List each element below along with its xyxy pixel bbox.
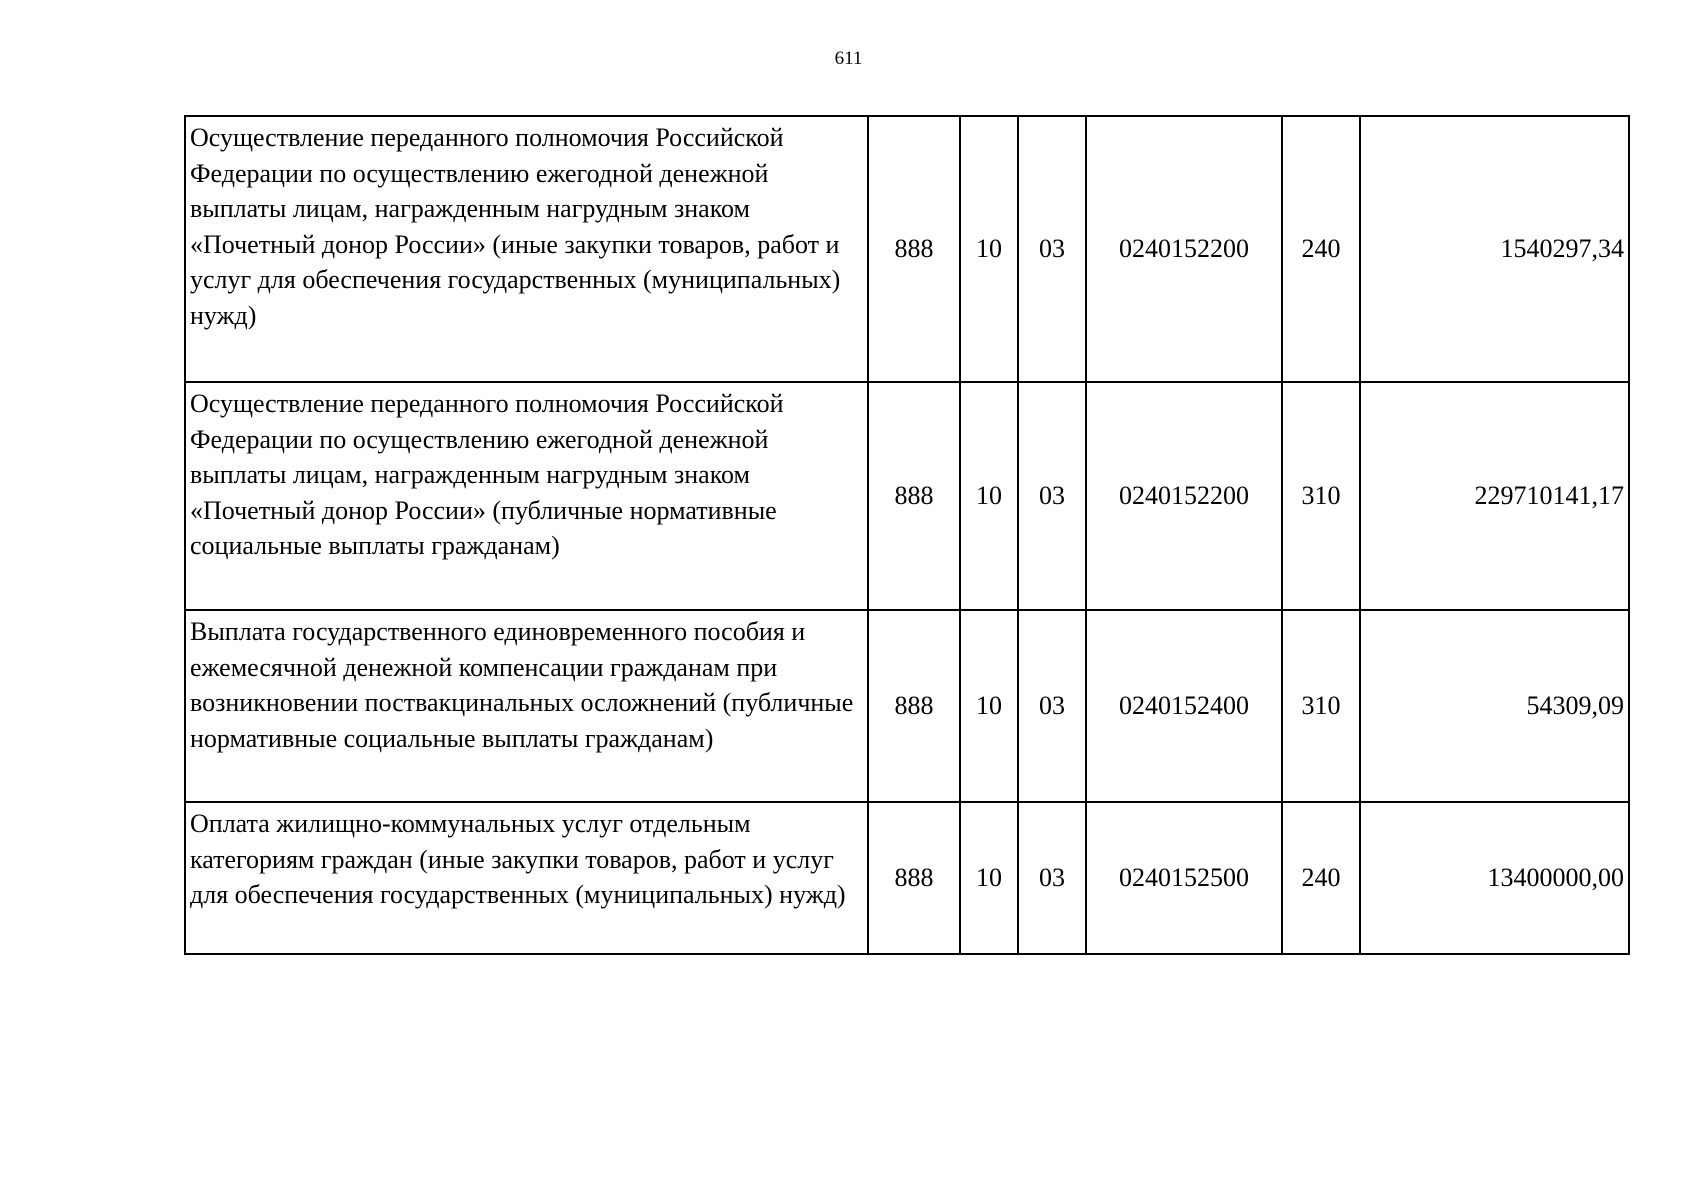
description-cell: Осуществление переданного полномочия Российской Федерации по осуществлению ежегодной денежной выплаты лицам, награжденным нагрудным знаком «Почетный донор России» (публичные нормативные социальные выплаты гражданам) (185, 382, 868, 610)
section-code-cell: 10 (960, 610, 1018, 802)
subsection-code-cell: 03 (1018, 610, 1086, 802)
expense-type-cell: 310 (1282, 610, 1360, 802)
ministry-code-cell: 888 (868, 802, 960, 954)
description-cell: Выплата государственного единовременного пособия и ежемесячной денежной компенсации гражданам при возникновении поствакцинальных осложнений (публичные нормативные социальные выплаты гражданам) (185, 610, 868, 802)
subsection-code-cell: 03 (1018, 116, 1086, 382)
ministry-code-cell: 888 (868, 610, 960, 802)
target-article-cell: 0240152200 (1086, 382, 1282, 610)
ministry-code-cell: 888 (868, 382, 960, 610)
description-cell: Оплата жилищно-коммунальных услуг отдельным категориям граждан (иные закупки товаров, работ и услуг для обеспечения государственных (муниципальных) нужд) (185, 802, 868, 954)
table-row (185, 116, 1629, 382)
target-article-cell: 0240152200 (1086, 116, 1282, 382)
section-code-cell: 10 (960, 382, 1018, 610)
section-code-cell: 10 (960, 802, 1018, 954)
expense-type-cell: 240 (1282, 116, 1360, 382)
page-number: 611 (834, 48, 863, 69)
subsection-code-cell: 03 (1018, 802, 1086, 954)
expense-type-cell: 240 (1282, 802, 1360, 954)
subsection-code-cell: 03 (1018, 382, 1086, 610)
target-article-cell: 0240152500 (1086, 802, 1282, 954)
table-row (185, 802, 1629, 954)
section-code-cell: 10 (960, 116, 1018, 382)
expense-type-cell: 310 (1282, 382, 1360, 610)
table-row (185, 382, 1629, 610)
amount-cell: 54309,09 (1360, 610, 1629, 802)
table-row (185, 610, 1629, 802)
description-cell: Осуществление переданного полномочия Российской Федерации по осуществлению ежегодной денежной выплаты лицам, награжденным нагрудным знаком «Почетный донор России» (иные закупки товаров, работ и услуг для обеспечения государственных (муниципальных) нужд) (185, 116, 868, 382)
amount-cell: 1540297,34 (1360, 116, 1629, 382)
budget-table (184, 115, 1630, 955)
amount-cell: 13400000,00 (1360, 802, 1629, 954)
target-article-cell: 0240152400 (1086, 610, 1282, 802)
amount-cell: 229710141,17 (1360, 382, 1629, 610)
ministry-code-cell: 888 (868, 116, 960, 382)
